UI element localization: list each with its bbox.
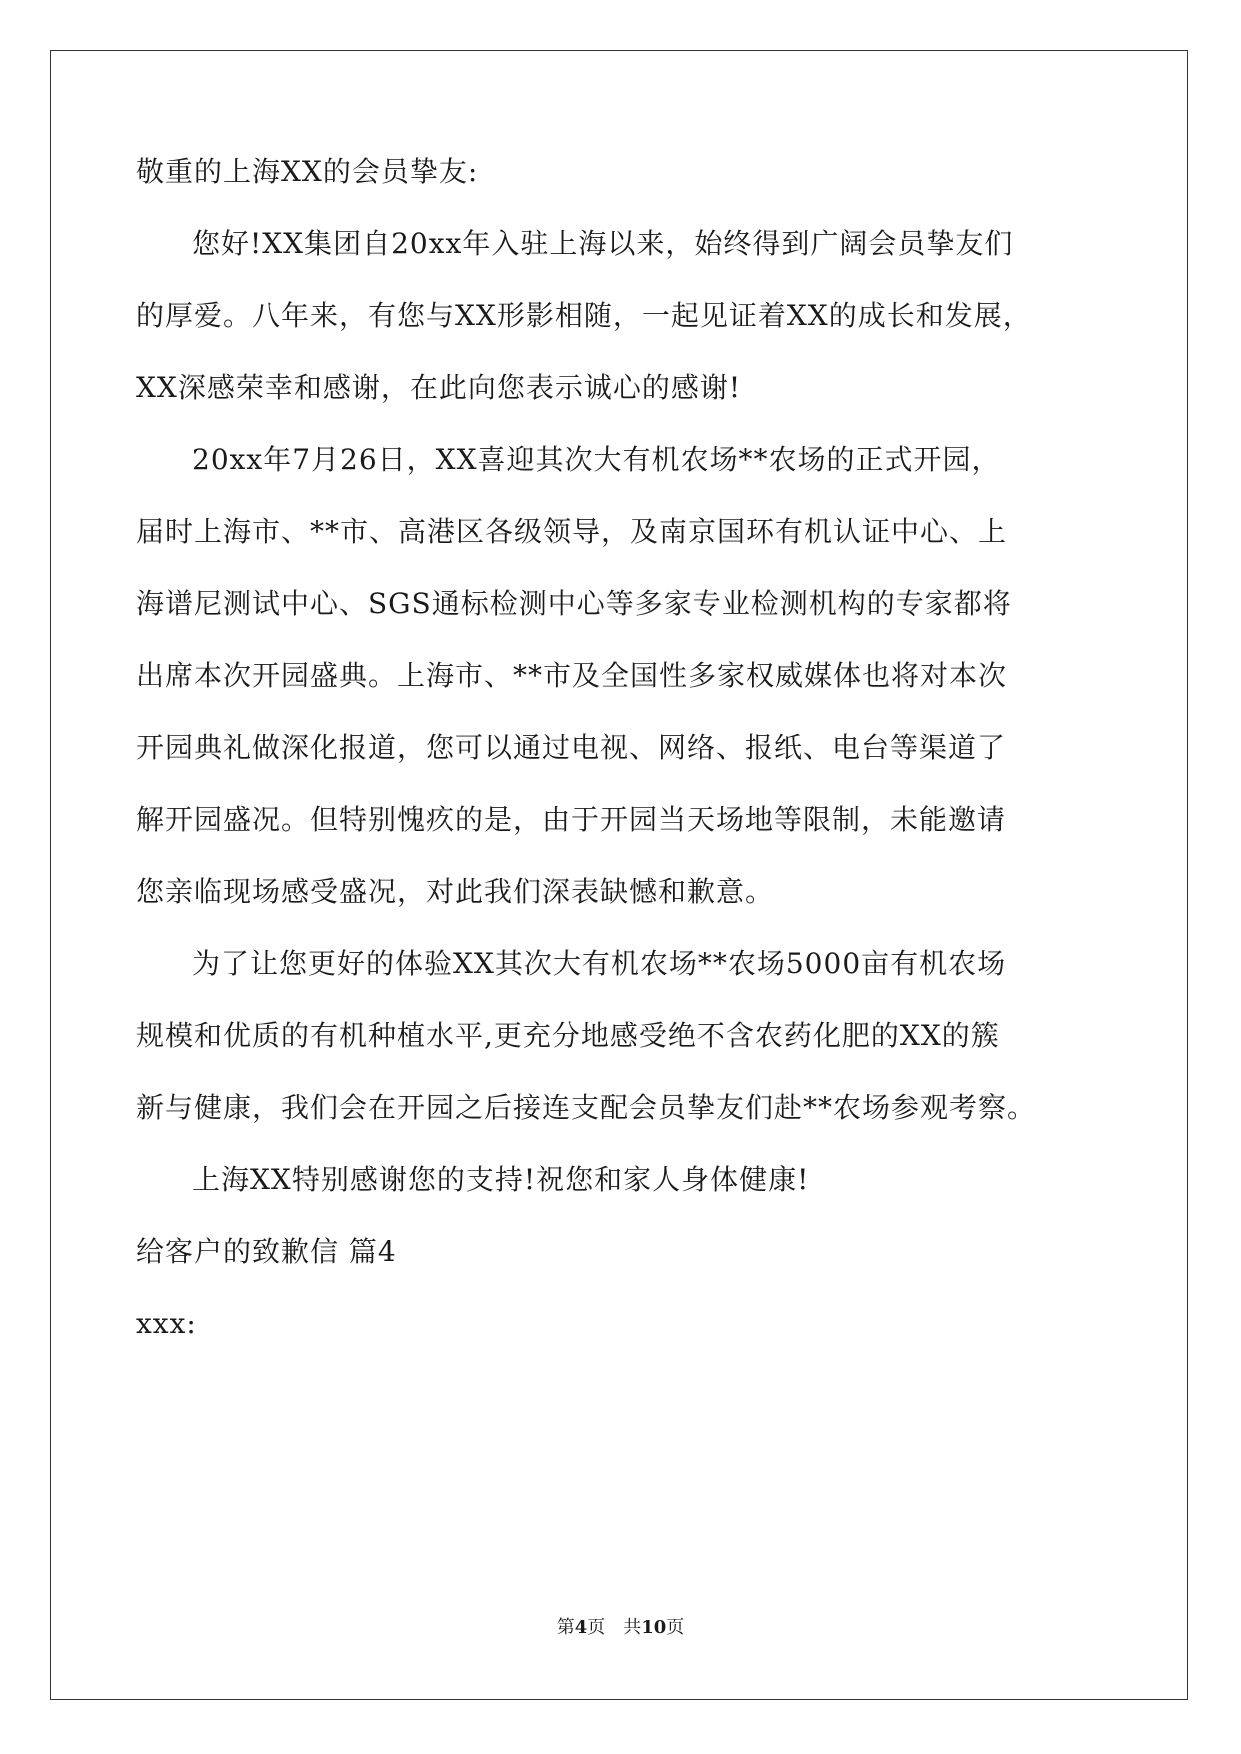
- body-line: 规模和优质的有机种植水平,更充分地感受绝不含农药化肥的XX的簇: [136, 1019, 1000, 1052]
- salutation: 敬重的上海XX的会员挚友:: [136, 155, 479, 188]
- body-line: 为了让您更好的体验XX其次大有机农场**农场5000亩有机农场: [192, 947, 1007, 980]
- page-footer: [0, 1616, 1241, 1640]
- body-line: 解开园盛况。但特别愧疚的是，由于开园当天场地等限制，未能邀请: [136, 803, 1007, 836]
- body-line: 开园典礼做深化报道，您可以通过电视、网络、报纸、电台等渠道了: [136, 731, 1007, 764]
- recipient-line: xxx:: [136, 1307, 197, 1340]
- footer-prefix: 第: [556, 1617, 575, 1638]
- body-line: 出席本次开园盛典。上海市、**市及全国性多家权威媒体也将对本次: [136, 659, 1008, 692]
- current-page-number: 4: [574, 1617, 588, 1638]
- section-heading: 给客户的致歉信 篇4: [136, 1235, 397, 1268]
- body-line: 20xx年7月26日，XX喜迎其次大有机农场**农场的正式开园，: [192, 443, 1001, 476]
- body-line: 您好!XX集团自20xx年入驻上海以来，始终得到广阔会员挚友们: [192, 227, 1014, 260]
- footer-suffix: 页: [666, 1617, 685, 1638]
- body-line: XX深感荣幸和感谢，在此向您表示诚心的感谢!: [136, 371, 742, 404]
- body-line: 新与健康，我们会在开园之后接连支配会员挚友们赴**农场参观考察。: [136, 1091, 1037, 1124]
- total-page-count: 10: [641, 1617, 667, 1638]
- body-line: 海谱尼测试中心、SGS通标检测中心等多家专业检测机构的专家都将: [136, 587, 1012, 620]
- body-line: 的厚爱。八年来，有您与XX形影相随，一起见证着XX的成长和发展，: [136, 299, 1032, 332]
- footer-mid: 页 共: [587, 1617, 642, 1638]
- body-line: 届时上海市、**市、高港区各级领导，及南京国环有机认证中心、上: [136, 515, 1008, 548]
- closing-line: 上海XX特别感谢您的支持!祝您和家人身体健康!: [192, 1163, 810, 1196]
- body-line: 您亲临现场感受盛况，对此我们深表缺憾和歉意。: [136, 875, 775, 908]
